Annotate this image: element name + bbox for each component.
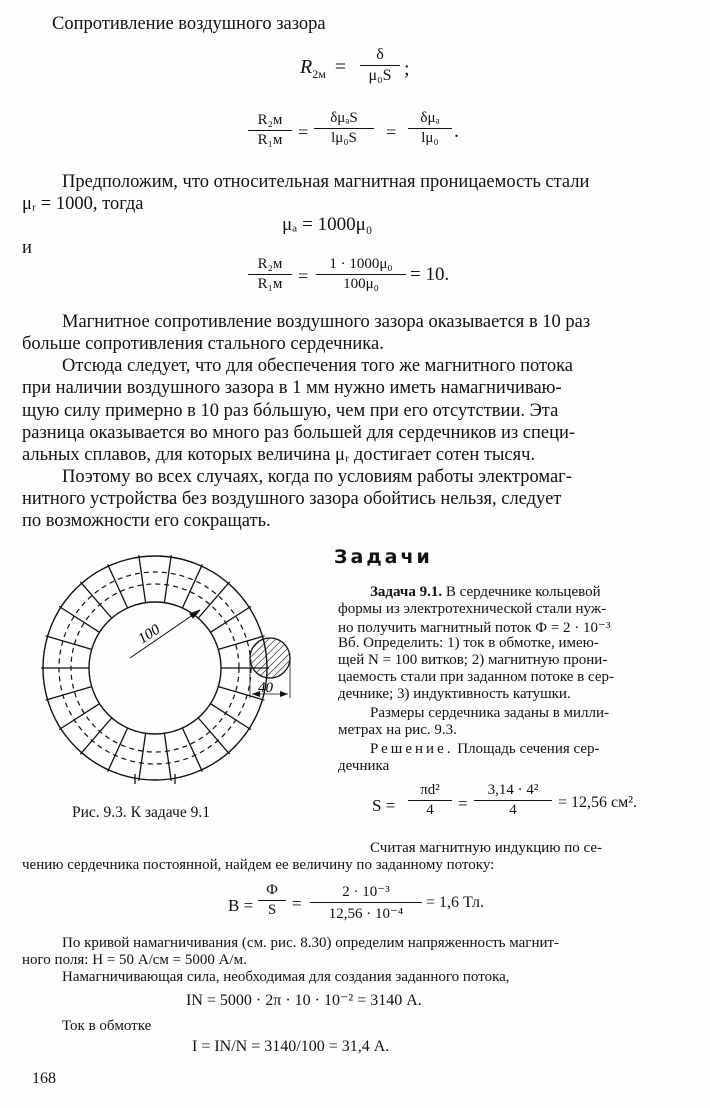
text-line: альных сплавов, для которых величина μᵣ достигает сотен тысяч.	[22, 445, 536, 465]
eq-subscript: 2м	[312, 67, 326, 81]
fraction-numerator: δ	[360, 46, 400, 66]
task-line: цаемость стали при заданном потоке в сер-	[338, 669, 614, 685]
fraction-numerator: 2 · 10⁻³	[310, 882, 422, 903]
text-line: разница оказывается во много раз большей для сердечников из специ-	[22, 423, 576, 443]
fraction	[474, 782, 552, 819]
task-line: метрах на рис. 9.3.	[338, 722, 457, 738]
winding-turn	[108, 728, 128, 772]
eq-tail: = 1,6 Тл.	[426, 894, 484, 911]
task-line: дечника	[338, 758, 390, 774]
fraction	[314, 110, 374, 147]
task-label: Задача 9.1.	[370, 584, 443, 600]
task-line	[370, 584, 601, 601]
text-line: Считая магнитную индукцию по се-	[370, 840, 602, 856]
eq-tail: = 12,56 см².	[558, 794, 638, 811]
fraction-numerator: πd²	[408, 782, 452, 801]
equation: μₐ = 1000μ₀	[282, 214, 373, 235]
task-line	[370, 741, 600, 758]
fraction-numerator: 1 · 1000μ₀	[316, 256, 406, 275]
fraction	[310, 882, 422, 923]
equals-sign: =	[292, 894, 302, 913]
dimension-label-section: 40	[258, 680, 273, 696]
task-line: щей N = 100 витков; 2) магнитную прони-	[338, 652, 608, 668]
fraction-numerator: δμₐ	[408, 110, 452, 129]
winding-turn	[164, 555, 171, 603]
winding-turn	[139, 733, 146, 781]
eq-tail: .	[454, 120, 459, 142]
text-line: Поэтому во всех случаях, когда по условиям работы электромаг-	[62, 467, 572, 487]
solution-label: Решение.	[370, 741, 454, 757]
fraction-denominator: 4	[426, 802, 434, 818]
task-line: но получить магнитный поток Ф = 2 · 10⁻³	[338, 620, 611, 636]
equals-sign: =	[298, 122, 309, 142]
fraction	[248, 256, 292, 293]
fraction-numerator: R₂м	[248, 256, 292, 275]
eq-lhs: B =	[228, 896, 254, 915]
task-line: формы из электротехнической стали нуж-	[338, 601, 607, 617]
figure-caption: Рис. 9.3. К задаче 9.1	[72, 804, 210, 821]
winding-turn	[198, 582, 229, 618]
text-line: Намагничивающая сила, необходимая для создания заданного потока,	[62, 969, 510, 985]
text-line: Предположим, что относительная магнитная проницаемость стали	[62, 172, 590, 192]
fraction-denominator: 100μ₀	[343, 276, 379, 292]
text-line: щую силу примерно в 10 раз бóльшую, чем при его отсутствии. Эта	[22, 401, 559, 421]
text-line: и	[22, 238, 32, 258]
fraction	[316, 256, 406, 293]
fraction-denominator: 12,56 · 10⁻⁴	[328, 906, 404, 922]
equation: IN = 5000 · 2π · 10 · 10⁻² = 3140 А.	[186, 992, 422, 1009]
fraction-denominator: 4	[509, 802, 517, 818]
fraction-denominator: R₁м	[257, 276, 283, 292]
winding-turn	[182, 728, 202, 772]
text-line: Отсюда следует, что для обеспечения того же магнитного потока	[62, 356, 573, 376]
winding-turn	[164, 733, 171, 781]
dimension-label-diameter: 100	[135, 621, 164, 648]
task-line: дечнике; 3) индуктивность катушки.	[338, 686, 571, 702]
eq-tail: = 10.	[410, 264, 450, 285]
winding-turn	[198, 718, 229, 754]
text-line: нитного устройства без воздушного зазора обойтись нельзя, следует	[22, 489, 562, 509]
fraction	[248, 112, 292, 149]
section-heading: Задачи	[334, 546, 433, 568]
task-text: В сердечнике кольцевой	[445, 584, 601, 600]
winding-turn	[80, 718, 111, 754]
equals-sign: =	[298, 266, 309, 286]
eq-symbol: R	[300, 56, 313, 78]
fraction-denominator: lμ₀	[421, 130, 439, 146]
fraction-numerator: Ф	[258, 882, 286, 901]
task-line: Размеры сердечника заданы в милли-	[370, 705, 610, 721]
text-line: По кривой намагничивания (см. рис. 8.30) определим напряженность магнит-	[62, 935, 560, 951]
fraction-denominator: R₁м	[257, 132, 283, 148]
eq-tail: ;	[404, 58, 410, 80]
winding-turn	[182, 564, 202, 608]
equals-sign: =	[386, 122, 397, 142]
winding-turn	[46, 636, 92, 650]
winding-turn	[108, 564, 128, 608]
text-line: ного поля: H = 50 А/см = 5000 А/м.	[22, 952, 247, 968]
text-line: больше сопротивления стального сердечника.	[22, 334, 384, 354]
page-number: 168	[32, 1070, 56, 1087]
text-line: при наличии воздушного зазора в 1 мм нужно иметь намагничиваю-	[22, 378, 562, 398]
equation: I = IN/N = 3140/100 = 31,4 А.	[192, 1038, 390, 1055]
text-line: Ток в обмотке	[62, 1018, 152, 1034]
fraction	[408, 782, 452, 819]
text-line: μᵣ = 1000, тогда	[22, 194, 144, 214]
task-line: Вб. Определить: 1) ток в обмотке, имею-	[338, 635, 599, 651]
fraction-numerator: δμₐS	[314, 110, 374, 129]
fraction	[360, 46, 400, 85]
fraction	[408, 110, 452, 147]
winding-turn	[139, 555, 146, 603]
fraction-denominator: μ₀S	[368, 67, 392, 84]
equation-air-gap-resistance: $R_{2м}$ =	[300, 56, 347, 81]
fraction-numerator: R₂м	[248, 112, 292, 131]
winding-turn	[80, 582, 111, 618]
text-line: Сопротивление воздушного зазора	[52, 14, 326, 34]
fraction-numerator: 3,14 · 4²	[474, 782, 552, 801]
winding-turn	[46, 687, 92, 701]
text-line: по возможности его сокращать.	[22, 511, 271, 531]
fraction-denominator: lμ₀S	[331, 130, 357, 146]
task-text: Площадь сечения сер-	[457, 741, 600, 757]
eq-lhs: S =	[372, 796, 396, 815]
toroid-core-figure	[30, 552, 330, 792]
text-line: чению сердечника постоянной, найдем ее величину по заданному потоку:	[22, 857, 495, 873]
fraction	[258, 882, 286, 919]
text-line: Магнитное сопротивление воздушного зазора оказывается в 10 раз	[62, 312, 591, 332]
equals-sign: =	[458, 794, 468, 813]
fraction-denominator: S	[267, 902, 277, 918]
